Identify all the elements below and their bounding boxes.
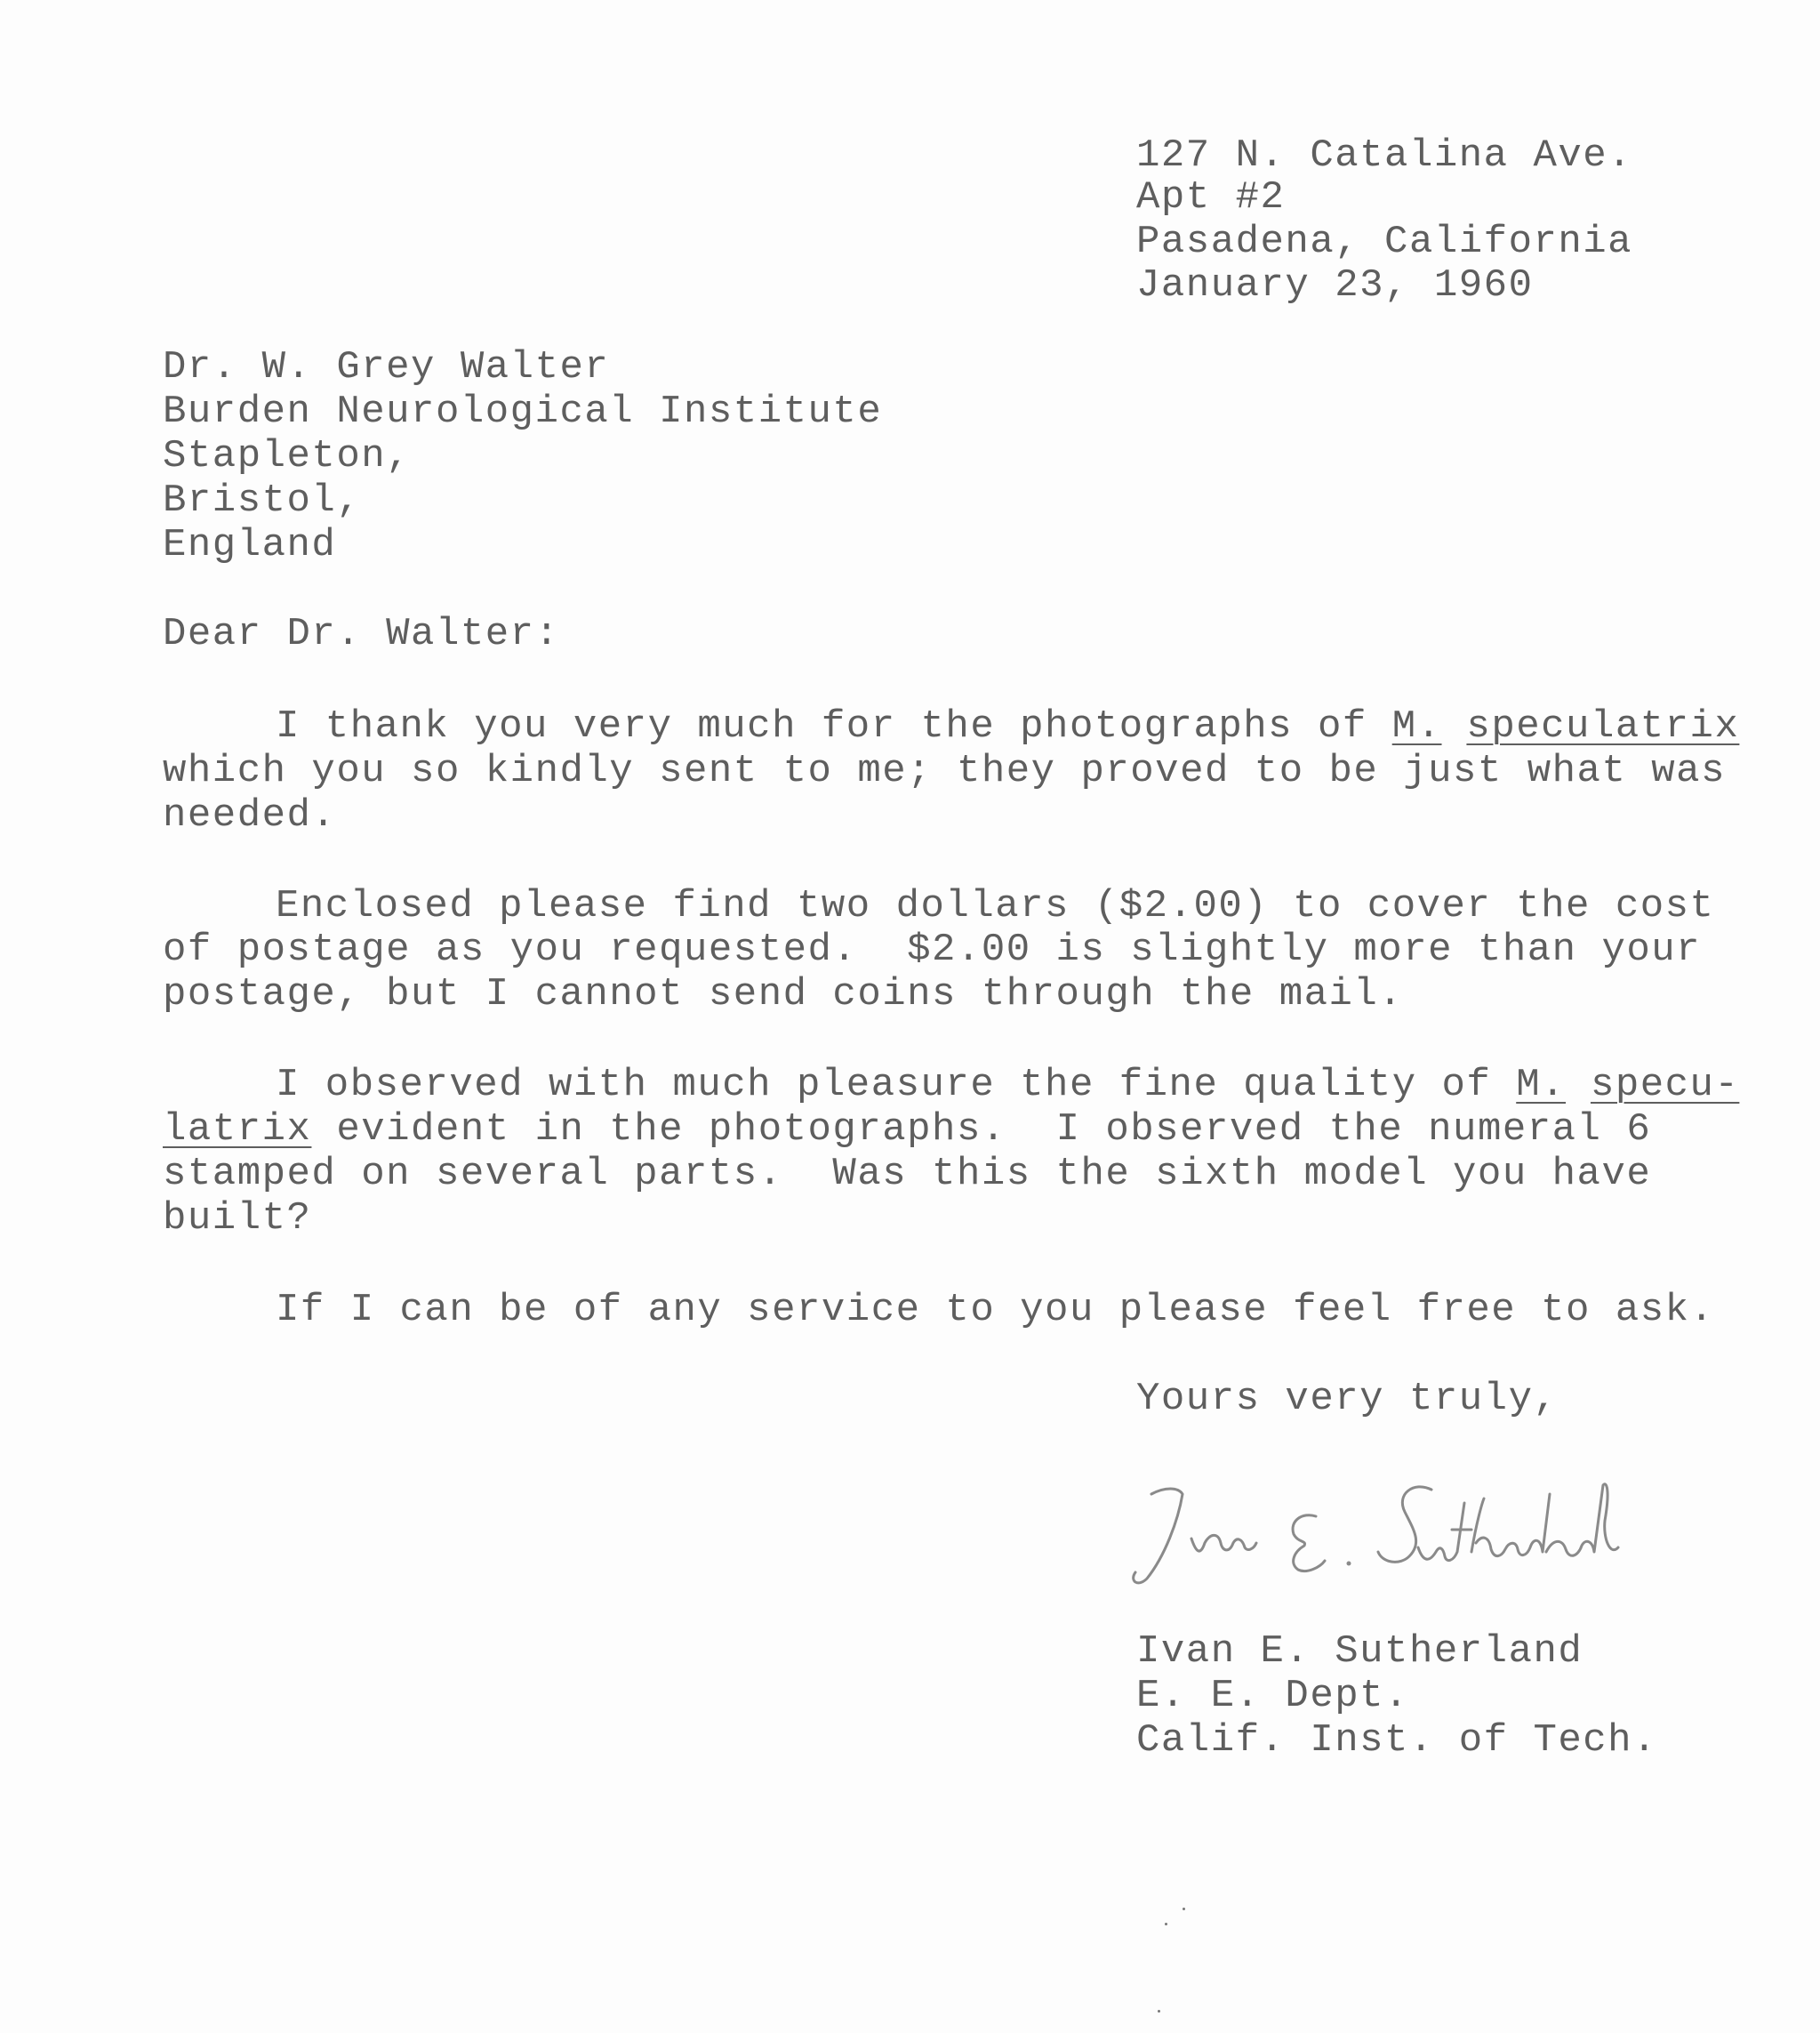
paragraph-2-line-3: postage, but I cannot send coins through the mail. (163, 972, 1404, 1016)
paragraph-1-line-1-text: I thank you very much for the photographs of (276, 704, 1392, 749)
sender-apt: Apt #2 (1136, 175, 1286, 220)
paper-speck (1158, 2010, 1160, 2013)
signer-department: E. E. Dept. (1136, 1674, 1409, 1718)
paragraph-4: If I can be of any service to you please feel free to ask. (276, 1288, 1715, 1332)
paragraph-2-line-2: of postage as you requested. $2.00 is slightly more than your (163, 928, 1702, 972)
paragraph-3-line-4: built? (163, 1196, 312, 1241)
salutation: Dear Dr. Walter: (163, 612, 560, 656)
signer-institution: Calif. Inst. of Tech. (1136, 1718, 1657, 1763)
species-name-part-2: latrix (163, 1107, 312, 1152)
paragraph-3-line-1-text: I observed with much pleasure the fine quality of (276, 1063, 1517, 1107)
genus-abbrev: M. (1391, 704, 1442, 749)
letter-date: January 23, 1960 (1136, 263, 1534, 308)
paragraph-3-line-2 (163, 1107, 1651, 1152)
paper-speck (1165, 1923, 1167, 1925)
recipient-institution: Burden Neurological Institute (163, 390, 883, 434)
species-name: speculatrix (1466, 704, 1740, 749)
recipient-name: Dr. W. Grey Walter (163, 345, 610, 390)
sender-city: Pasadena, California (1136, 220, 1633, 264)
paragraph-1-line-2: which you so kindly sent to me; they proved to be just what was (163, 749, 1726, 793)
sender-street: 127 N. Catalina Ave. (1136, 133, 1633, 178)
closing: Yours very truly, (1136, 1377, 1559, 1421)
recipient-city: Bristol, (163, 478, 362, 523)
recipient-district: Stapleton, (163, 434, 412, 478)
paragraph-1-line-1 (276, 704, 1739, 749)
genus-abbrev: M. (1516, 1063, 1567, 1107)
paragraph-3-line-3: stamped on several parts. Was this the sixth model you have (163, 1152, 1652, 1196)
paragraph-3-line-2-text: evident in the photographs. I observed the numeral 6 (311, 1107, 1652, 1152)
paper-speck (1183, 1908, 1185, 1910)
handwritten-signature (1116, 1467, 1738, 1592)
recipient-country: England (163, 523, 337, 567)
paragraph-3-line-1 (276, 1063, 1739, 1107)
paragraph-1-line-3: needed. (163, 793, 337, 838)
species-name-part-1: specu- (1590, 1063, 1740, 1107)
signer-name: Ivan E. Sutherland (1136, 1629, 1583, 1674)
paragraph-2-line-1: Enclosed please find two dollars ($2.00) to cover the cost (276, 884, 1715, 928)
